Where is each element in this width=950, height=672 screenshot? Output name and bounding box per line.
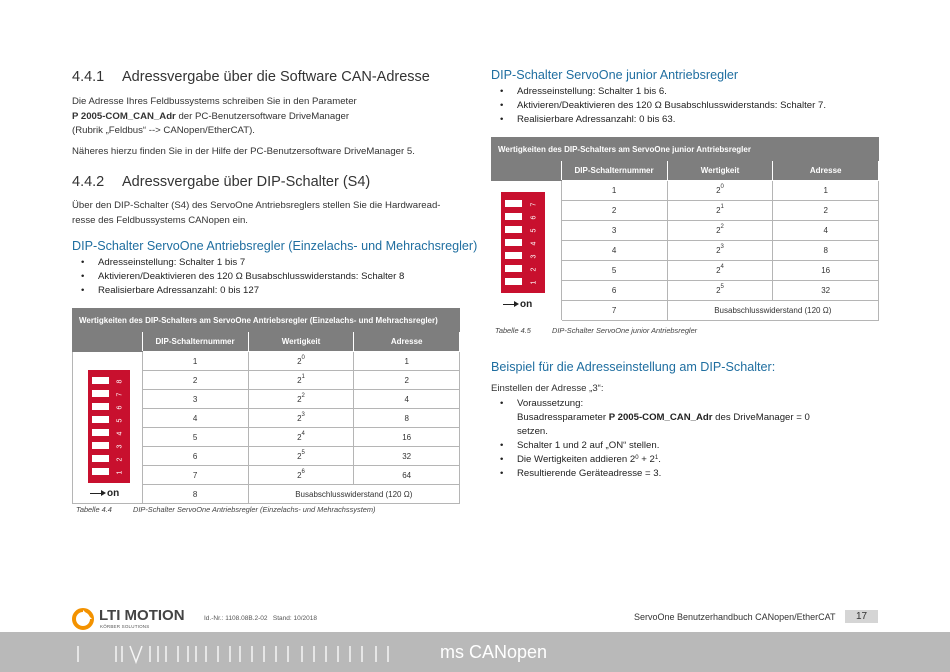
- section-4-4-2-paragraph: [72, 199, 472, 228]
- junior-dip-subheading: DIP-Schalter ServoOne junior Antriebsregler: [491, 68, 739, 82]
- logo-subtext: KÖRBER SOLUTIONS: [100, 624, 150, 629]
- section-number: 4.4.2: [72, 174, 105, 190]
- switch-number: 5: [530, 228, 538, 233]
- list-item: • Schalter 1 und 2 auf „ON“ stellen.: [491, 439, 881, 453]
- dip-switch-lever: [505, 278, 522, 285]
- table-cell: 64: [354, 466, 460, 485]
- list-item: • Realisierbare Adressanzahl: 0 bis 63.: [491, 113, 891, 127]
- table-cell: $2^3$: [667, 241, 773, 261]
- dip-switch-block: [88, 370, 130, 483]
- list-item-line: Busadressparameter P 2005-COM_CAN_Adr des DriveManager = 0: [517, 412, 810, 423]
- list-item: • Resultierende Geräteadresse = 3.: [491, 467, 881, 481]
- table-header: Adresse: [773, 161, 879, 181]
- paragraph-line: resse des Feldbussystems CANopen ein.: [72, 214, 248, 226]
- switch-number: 5: [116, 418, 124, 423]
- table-caption-4-5: [495, 326, 697, 335]
- table-cell: 8: [354, 409, 460, 428]
- doc-id: [204, 615, 317, 622]
- table-cell: $2^0$: [248, 352, 354, 371]
- dip-switch-lever: [92, 390, 109, 397]
- parameter-name: P 2005-COM_CAN_Adr: [608, 412, 713, 423]
- list-item: • Adresseinstellung: Schalter 1 bis 6.: [491, 85, 891, 99]
- table-cell: $2^0$: [667, 181, 773, 201]
- table-cell: 3: [142, 390, 248, 409]
- dip-switch-lever: [505, 226, 522, 233]
- table-cell: 7: [561, 301, 667, 321]
- table-caption: Wertigkeiten des DIP-Schalters am ServoOne Antriebsregler (Einzelachs- und Mehrachsregler): [73, 309, 460, 332]
- table-cell: 2: [561, 201, 667, 221]
- table-cell: $2^3$: [248, 409, 354, 428]
- paragraph-line: [72, 110, 462, 125]
- table-cell: 32: [773, 281, 879, 301]
- table-cell: 16: [773, 261, 879, 281]
- table-header: Wertigkeit: [667, 161, 773, 181]
- dip-switch-lever: [92, 429, 109, 436]
- dip-switch-lever: [92, 403, 109, 410]
- list-item: • Aktivieren/Deaktivieren des 120 Ω Busabschlusswiderstands: Schalter 7.: [491, 99, 891, 113]
- footer-band: [0, 632, 950, 672]
- table-row: [73, 352, 460, 371]
- section-4-4-2-heading: [72, 174, 370, 190]
- table-cell: 2: [773, 201, 879, 221]
- table-cell: $2^6$: [248, 466, 354, 485]
- table-cell: 32: [354, 447, 460, 466]
- example-heading: Beispiel für die Adresseinstellung am DIP-Schalter:: [491, 360, 776, 374]
- switch-number: 1: [116, 470, 124, 475]
- table-cell: $2^5$: [248, 447, 354, 466]
- table-cell: 4: [561, 241, 667, 261]
- section-4-4-1-paragraph: [72, 95, 462, 139]
- table-cell: 2: [354, 371, 460, 390]
- switch-number: 8: [116, 379, 124, 384]
- table-header: Wertigkeit: [248, 332, 354, 352]
- caption-number: Tabelle 4.4: [76, 505, 112, 514]
- table-cell: 4: [773, 221, 879, 241]
- table-header: DIP-Schalternummer: [561, 161, 667, 181]
- table-cell: $2^1$: [667, 201, 773, 221]
- table-cell: Busabschlusswiderstand (120 Ω): [667, 301, 878, 321]
- section-4-4-1-note: Näheres hierzu finden Sie in der Hilfe der PC-Benutzersoftware DriveManager 5.: [72, 146, 415, 157]
- paragraph-line: Über den DIP-Schalter (S4) des ServoOne Antriebsreglers stellen Sie die Hardwaread-: [72, 200, 441, 211]
- switch-number: 4: [530, 241, 538, 246]
- caption-number: Tabelle 4.5: [495, 326, 531, 335]
- dip-switch-lever: [92, 442, 109, 449]
- arrow-right-icon: [503, 304, 517, 305]
- table-cell: 4: [142, 409, 248, 428]
- table-cell: 1: [773, 181, 879, 201]
- list-item: [491, 397, 881, 439]
- table-cell: $2^4$: [667, 261, 773, 281]
- doc-id-number: Id.-Nr.: 1108.08B.2-02: [204, 615, 268, 622]
- dip-switch-lever: [92, 455, 109, 462]
- switch-number: 7: [530, 202, 538, 207]
- table-caption: Wertigkeiten des DIP-Schalters am ServoOne junior Antriebsregler: [492, 138, 879, 161]
- table-cell: 5: [561, 261, 667, 281]
- on-label: on: [520, 299, 533, 310]
- dip-switch-lever: [92, 416, 109, 423]
- dip-switch-lever: [92, 468, 109, 475]
- table-cell: 7: [142, 466, 248, 485]
- dip-switch-subheading: DIP-Schalter ServoOne Antriebsregler (Einzelachs- und Mehrachsregler): [72, 239, 478, 253]
- caption-text: DIP-Schalter ServoOne junior Antriebsregler: [552, 326, 698, 335]
- doc-stand: Stand: 10/2018: [272, 615, 318, 622]
- table-cell: Busabschlusswiderstand (120 Ω): [248, 485, 459, 504]
- on-indicator: [503, 299, 532, 310]
- table-cell: $2^5$: [667, 281, 773, 301]
- on-indicator: [90, 488, 119, 499]
- table-cell: 6: [561, 281, 667, 301]
- example-bullet-list: [491, 397, 881, 481]
- section-4-4-1-heading: [72, 69, 430, 85]
- caption-text: DIP-Schalter ServoOne Antriebsregler (Einzelachs- und Mehrachssystem): [133, 505, 376, 514]
- switch-number: 7: [116, 392, 124, 397]
- dip-switch-lever: [505, 200, 522, 207]
- on-label: on: [107, 488, 120, 499]
- list-item: • Die Wertigkeiten addieren $2^0 + 2^1$.: [491, 453, 881, 467]
- table-cell: 6: [142, 447, 248, 466]
- dip-switch-lever: [505, 252, 522, 259]
- dip-switch-image: [492, 181, 562, 321]
- dip-switch-lever: [505, 265, 522, 272]
- paragraph-line: Die Adresse Ihres Feldbussystems schreiben Sie in den Parameter: [72, 96, 357, 107]
- example-intro: Einstellen der Adresse „3“:: [491, 383, 604, 394]
- parameter-name: P 2005-COM_CAN_Adr: [72, 110, 176, 122]
- dip-switch-lever: [92, 377, 109, 384]
- table-cell: 2: [142, 371, 248, 390]
- table-cell: 8: [142, 485, 248, 504]
- switch-number: 2: [530, 267, 538, 272]
- list-item: • Realisierbare Adressanzahl: 0 bis 127: [72, 284, 472, 298]
- table-header-blank: [73, 332, 143, 352]
- table-cell: 16: [354, 428, 460, 447]
- table-cell: 1: [561, 181, 667, 201]
- table-cell: 1: [354, 352, 460, 371]
- table-cell: $2^2$: [667, 221, 773, 241]
- table-cell: 4: [354, 390, 460, 409]
- list-item-line: setzen.: [517, 426, 548, 437]
- switch-number: 6: [116, 405, 124, 410]
- table-row: [492, 181, 879, 201]
- table-cell: $2^1$: [248, 371, 354, 390]
- table-cell: 1: [142, 352, 248, 371]
- table-header: DIP-Schalternummer: [142, 332, 248, 352]
- table-cell: $2^2$: [248, 390, 354, 409]
- paragraph-text: der PC-Benutzersoftware DriveManager: [175, 110, 350, 122]
- footer-band-text: ms CANopen: [440, 642, 548, 662]
- arrow-right-icon: [90, 493, 104, 494]
- table-cell: $2^4$: [248, 428, 354, 447]
- table-cell: 5: [142, 428, 248, 447]
- section-title: Adressvergabe über DIP-Schalter (S4): [122, 174, 371, 190]
- manual-title: ServoOne Benutzerhandbuch CANopen/EtherCAT: [634, 612, 836, 622]
- dip-values-table-main: [72, 308, 460, 504]
- section-number: 4.4.1: [72, 69, 105, 85]
- section-title: Adressvergabe über die Software CAN-Adresse: [122, 69, 430, 85]
- dip-switch-image: [73, 352, 143, 504]
- switch-number: 4: [116, 431, 124, 436]
- lti-logo-icon: [72, 608, 94, 630]
- table-cell: 3: [561, 221, 667, 241]
- switch-number: 6: [530, 215, 538, 220]
- dip-switch-lever: [505, 213, 522, 220]
- footer-watermark-graphic: [70, 632, 400, 672]
- junior-bullet-list: [491, 85, 891, 127]
- paragraph-line: (Rubrik „Feldbus“ --> CANopen/EtherCAT).: [72, 125, 255, 137]
- switch-number: 3: [116, 444, 124, 449]
- page-number: 17: [845, 610, 878, 623]
- list-item: • Aktivieren/Deaktivieren des 120 Ω Busabschlusswiderstands: Schalter 8: [72, 270, 472, 284]
- logo-text: LTI MOTION: [99, 607, 185, 624]
- list-item: • Adresseinstellung: Schalter 1 bis 7: [72, 256, 472, 270]
- table-header: Adresse: [354, 332, 460, 352]
- table-cell: 8: [773, 241, 879, 261]
- switch-number: 2: [116, 457, 124, 462]
- table-caption-4-4: [76, 505, 375, 514]
- list-item-line: • Voraussetzung:: [517, 398, 584, 409]
- table-header-blank: [492, 161, 562, 181]
- dip-switch-block: [501, 192, 545, 293]
- switch-number: 1: [530, 280, 538, 285]
- dip-switch-bullet-list: [72, 256, 472, 298]
- switch-number: 3: [530, 254, 538, 259]
- dip-switch-lever: [505, 239, 522, 246]
- dip-values-table-junior: [491, 137, 879, 321]
